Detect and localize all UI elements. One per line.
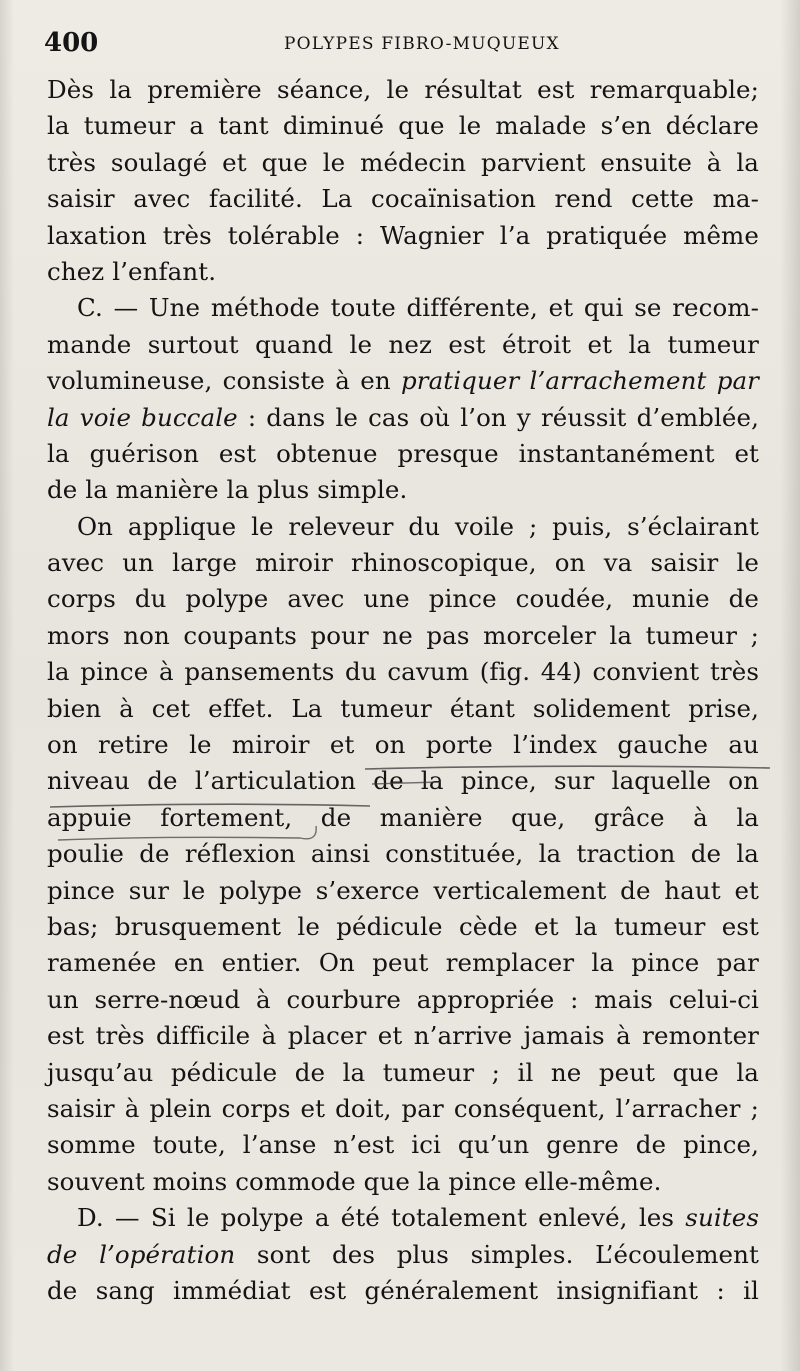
text-line <box>47 545 759 581</box>
text-line <box>47 982 759 1018</box>
text-run: D. — Si le polype a été totalement enlevé, les <box>77 1203 686 1233</box>
text-line <box>47 909 759 945</box>
text-line <box>47 1200 759 1236</box>
italic-phrase: de l’opération <box>47 1239 236 1269</box>
text-line <box>47 727 759 763</box>
text-run: ramenée en entier. On peut remplacer la pince par <box>47 948 759 978</box>
text-line <box>47 72 759 108</box>
text-run: niveau de l’articulation de la pince, sur laquelle on <box>47 766 759 796</box>
text-run: très soulagé et que le médecin parvient ensuite à la <box>47 147 759 177</box>
text-run: laxation très tolérable : Wagnier l’a pratiquée même <box>47 220 759 250</box>
text-run: on retire le miroir et on porte l’index gauche au <box>47 730 759 760</box>
text-run: un serre-nœud à courbure appropriée : mais celui-ci <box>47 984 759 1014</box>
text-run: somme toute, l’anse n’est ici qu’un genre de pince, <box>47 1130 759 1160</box>
text-line <box>47 400 759 436</box>
text-line <box>47 254 759 290</box>
text-line <box>47 873 759 909</box>
text-run: de la manière la plus simple. <box>47 475 408 505</box>
text-line <box>47 691 759 727</box>
italic-phrase: pratiquer l’arrachement par <box>401 366 759 396</box>
page-header <box>44 28 756 64</box>
text-line <box>47 327 759 363</box>
text-line <box>47 145 759 181</box>
italic-phrase: la voie buccale <box>47 402 238 432</box>
text-run: saisir avec facilité. La cocaïnisation rend cette ma- <box>47 184 759 214</box>
text-line <box>47 1055 759 1091</box>
text-line <box>47 436 759 472</box>
text-run: volumineuse, consiste à en <box>47 366 401 396</box>
text-run: sont des plus simples. L’écoulement <box>235 1239 759 1269</box>
text-run: chez l’enfant. <box>47 256 217 286</box>
text-line <box>47 836 759 872</box>
text-run: la pince à pansements du cavum (fig. 44) convient très <box>47 657 759 687</box>
text-run: appuie fortement, de manière que, grâce à la <box>47 802 759 832</box>
text-line <box>47 108 759 144</box>
text-run: bas; brusquement le pédicule cède et la tumeur est <box>47 911 759 941</box>
text-run: : dans le cas où l’on y réussit d’emblée, <box>237 402 759 432</box>
text-run: jusqu’au pédicule de la tumeur ; il ne peut que la <box>47 1057 759 1087</box>
body-text <box>47 72 759 1309</box>
text-line <box>47 363 759 399</box>
text-line <box>47 1237 759 1273</box>
text-line <box>47 800 759 836</box>
text-run: souvent moins commode que la pince elle-même. <box>47 1166 662 1196</box>
text-line <box>47 654 759 690</box>
page-number: 400 <box>44 28 99 58</box>
text-line <box>47 1127 759 1163</box>
text-run: C. — Une méthode toute différente, et qui se recom- <box>77 293 759 323</box>
text-line <box>47 1091 759 1127</box>
text-run: bien à cet effet. La tumeur étant solidement prise, <box>47 693 759 723</box>
text-line <box>47 763 759 799</box>
text-run: avec un large miroir rhinoscopique, on va saisir le <box>47 548 759 578</box>
text-line <box>47 945 759 981</box>
text-line <box>47 218 759 254</box>
italic-phrase: suites <box>685 1203 759 1233</box>
text-run: saisir à plein corps et doit, par conséquent, l’arracher ; <box>47 1093 759 1123</box>
text-line <box>47 290 759 326</box>
text-run: On applique le releveur du voile ; puis, s’éclairant <box>77 511 759 541</box>
text-line <box>47 1164 759 1200</box>
text-line <box>47 1273 759 1309</box>
text-run: pince sur le polype s’exerce verticalement de haut et <box>47 875 759 905</box>
text-run: mande surtout quand le nez est étroit et la tumeur <box>47 329 759 359</box>
text-line <box>47 1018 759 1054</box>
text-run: la guérison est obtenue presque instantanément et <box>47 438 759 468</box>
text-run: la tumeur a tant diminué que le malade s’en déclare <box>47 111 759 141</box>
text-run: mors non coupants pour ne pas morceler la tumeur ; <box>47 620 759 650</box>
text-run: de sang immédiat est généralement insignifiant : il <box>47 1275 759 1305</box>
text-line <box>47 581 759 617</box>
text-line <box>47 181 759 217</box>
text-run: est très difficile à placer et n’arrive jamais à remonter <box>47 1021 759 1051</box>
text-run: Dès la première séance, le résultat est remarquable; <box>47 75 759 104</box>
text-run: corps du polype avec une pince coudée, munie de <box>47 584 759 614</box>
text-line <box>47 472 759 508</box>
text-line <box>47 618 759 654</box>
text-run: poulie de réflexion ainsi constituée, la traction de la <box>47 839 759 869</box>
text-line <box>47 509 759 545</box>
running-head: POLYPES FIBRO-MUQUEUX <box>284 34 560 54</box>
